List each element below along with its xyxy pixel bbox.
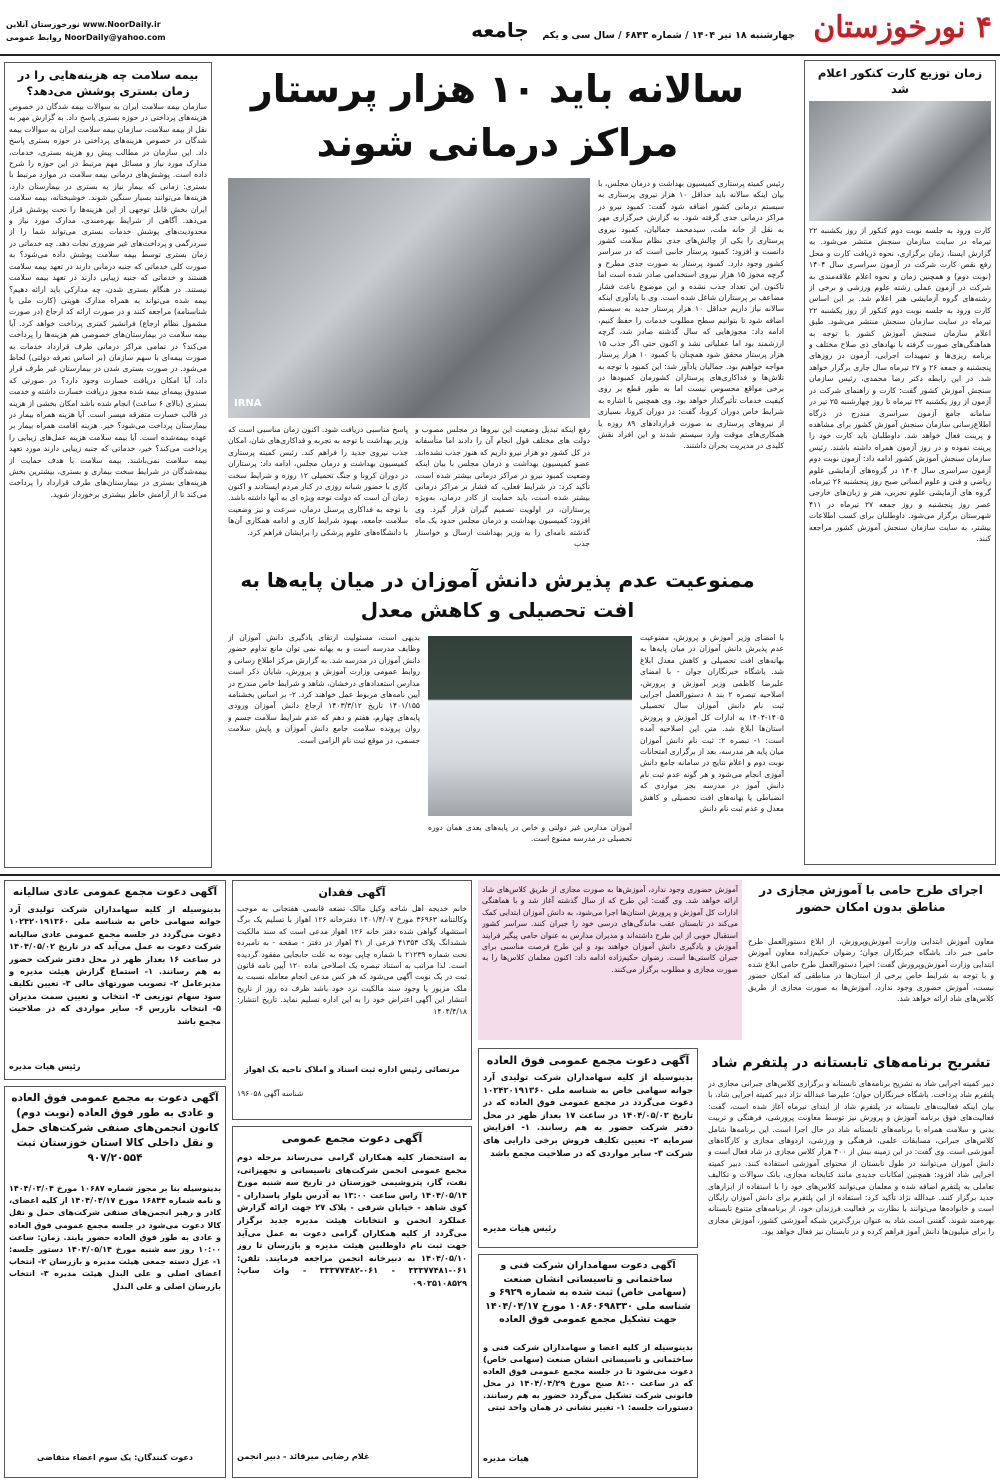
logo-text: نورخوزستان bbox=[813, 10, 966, 45]
ad-general-signature: غلام رضایی میرقائد - دبیر انجمن bbox=[237, 1451, 370, 1461]
masthead-logo bbox=[802, 6, 992, 50]
ad-union-signature: دعوت کنندگان: یک سوم اعضاء متقاضی bbox=[37, 1453, 193, 1462]
nurse-photo bbox=[228, 178, 590, 418]
ad-loss-title: آگهی فقدان bbox=[318, 886, 386, 899]
photo-credit: IRNA bbox=[234, 398, 262, 409]
exam-card-title: زمان توزیع کارت کنکور اعلام شد bbox=[817, 66, 983, 96]
ad-loss-number: شناسه آگهی ۱۹۶۰۵۸ bbox=[237, 1089, 304, 1098]
insurance-body: سازمان بیمه سلامت ایران به سوالات بیمه شدگان در خصوص هزینه‌های پرداختی در حوزه بستری پاسخ داد. به گزارش مهر به نقل از بیمه سلامت، سازمان بیمه سلامت ایران به سوالات بیمه شدگان در خصوص هزینه‌های پرداختی در حوزه بستری پاسخ داد. این سازمان در مطالب پیش رو هزینه بستری، خدمات، مدارک مورد نیاز و مسائل مهم مرتبط در این حوزه را شرح داده است. پوشش‌های درمانی بیمه سلامت در موارد مرتبط با بستری: زمانی که بیمار نیاز به بستری در بیمارستان دارد، هزینه‌ها می‌توانند بسیار سنگین شوند. خوشبختانه، بیمه سلامت ایران بخش قابل توجهی از این هزینه‌ها را تحت پوشش قرار می‌دهد. آگاهی از شرایط بهره‌مندی، مدارک مورد نیاز و محدودیت‌های پوشش خدمات بستری می‌تواند شما را از سردرگمی و پرداخت‌های غیر ضروری نجات دهد. چه خدماتی در زمان بستری توسط بیمه سلامت پوشش داده می‌شود؟ به صورت کلی خدماتی که جنبه درمانی دارند در تعهد بیمه سلامت هستند و خدماتی که جنبه زیبایی دارند در تعهد بیمه سلامت نیستند. در هنگام بستری شدن، چه مدارکی باید ارائه دهیم؟ بیمه شده می‌تواند به همراه مدارک هویتی (کارت ملی یا شناسنامه) مراجعه کنند و در صورت ارائه کد ارجاع (در صورت مشمول نظام ارجاع) فرانشیز کمتری پرداخت خواهد کرد. آیا بیمه سلامت در بیمارستان‌های خصوصی هم هزینه‌ها را پرداخت می‌کند؟ در تمامی مراکز درمانی طرف قرارداد خدمات به صورت بیمه‌ای با سهم سازمان (بر اساس تعرفه دولتی) لحاظ می‌شود. در صورت بستری شدن در بیمارستان غیر طرف قرار داد، آیا امکان دریافت خسارت وجود دارد؟ در صورتی که صندوق بیمه‌ای بیمه شده مجوز دریافت خسارت داشته و خدمت بستری (بالای ۶ ساعت) انجام شده باشد امکان بخشی از هزینه در قالب خسارت متفرقه میسر است. آیا هزینه همراه بیمار در بیمارستان پرداخت می‌شود؟ خیر. هزینه اقامت همراه بیمار بر عهده بیمه‌شده است. آیا بیمه سلامت هزینه عمل‌های زیبایی را پرداخت می‌کند؟ خیر، خدماتی که جنبه زیبایی دارند مورد تعهد بیمه سلامت نمی‌باشند. بیمه سلامت با هدف حمایت از بیمه‌شدگان در شرایط سخت بیماری و بستری، بیشترین بخش هزینه‌های بستری در بیمارستان‌های طرف قرارداد را پرداخت می‌کند تا از آرامش خاطر بیشتری برخوردار شوید. bbox=[9, 102, 207, 499]
section-title: جامعه bbox=[471, 18, 529, 42]
main-article-col1: رئیس کمیته پرستاری کمیسیون بهداشت و درمان مجلس، با بیان اینکه سالانه باید حداقل ۱۰ هزار نیروی پرستاری به سیستم درمانی کشور اضافه شود گفت: کمبود نیرو در مراکز درمانی جدی گرفته شود. به گزارش خبرگزاری مهر به نقل از خانه ملت، سیدمحمد جمالیان، کمبود نیروی پرستاری را یکی از چالش‌های جدی نظام سلامت کشور دانست و افزود: کمبود پرستار جانبی است که در سراسر کشور وجود دارد. کمبود پرستار به صورت جدی مطرح و گرچه مجوز ۱۵ هزار نیروی استخدامی صادر شده است اما تاکنون این تعداد جذب نشده و این موضوع باعث فشار مضاعف بر پرستاران شاغل شده است. وی با یادآوری اینکه سالانه نیاز داریم حداقل ۱۰ هزار پرستار جدید به سیستم اضافه شود تا بتوانیم سطح مطلوب خدمات را حفظ کنیم، ادامه داد: مجوزهایی که سال گذشته صادر شد، گرچه ارزشمند بود اما عملیاتی نشد و اکنون حتی اگر جذب ۱۵ هزار پرستار محقق شود همچنان با کمبود ۱۰ هزار پرستار مواجه خواهیم بود. جمالیان یادآور شد: این کمبود با توجه به تلاش‌ها و فداکاری‌های پرستاران کشورمان کمبودها در برخی مواقع محسوس نیست اما به طور قطع بر روی کیفیت خدمات تأثیرگذار خواهد بود. وی همچنین با اشاره به شرایط خاص دوران کرونا، گفت: در دوران کرونا، بسیاری از نیروهای پرستاری به صورت قراردادهای ۸۹ روزه یا همکاری‌های موقت وارد سیستم شدند و این افراد نقش کلیدی در مدیریت بحران داشتند. bbox=[598, 179, 784, 451]
exam-card-article bbox=[804, 60, 996, 865]
ad-special-1-title: آگهی دعوت مجمع عمومی فوق العاده bbox=[486, 1054, 690, 1067]
ad-loss-signature: مرتضائی رئیس اداره ثبت اسناد و املاک ناحیه یک اهواز bbox=[244, 1065, 460, 1074]
main-article-col3: پاسخ مناسبی دریافت شود. اکنون زمان مناسبی است که وزیر بهداشت با توجه به تجربه و فداکاری‌های شان، امکان جذب نیروی جدید را فراهم کند. رئیس کمیته پرستاری کمیسیون بهداشت و درمان مجلس، ادامه داد: پرستاران در دوران کرونا و جنگ تحمیلی ۱۲ روزه و شرایط سخت کاری با حضور شبانه روزی در کنار مردم ایستادند و اکنون زمان آن است که دولت توجه ویژه ای به آنها داشته باشد. با توجه به فداکاری پرسنل درمان، سرعت و نیز وضعیت سلامت جامعه، بهبود شرایط کاری و ادامه همکاری آن‌ها با دانشگاه‌های علوم پزشکی را برایشان فراهم کرد. bbox=[228, 425, 408, 537]
ad-general-meeting bbox=[232, 1126, 472, 1478]
ad-annual-meeting bbox=[4, 880, 226, 1080]
ad-special-2-signature: هیات مدیره bbox=[483, 1453, 529, 1463]
sec-headline-line2: افت تحصیلی و کاهش معدل bbox=[360, 598, 635, 622]
ad-special-1-signature: رئیس هیات مدیره bbox=[483, 1223, 557, 1233]
ad-special-2-title: آگهی دعوت سهامداران شرکت فنی و ساختمانی و تاسیساتی انشان صنعت (سهامی خاص) ثبت شده به شماره ۶۹۲۹ و شناسه ملی ۱۰۸۶۰۶۹۸۳۳۰ مورخ ۱۴۰۴/۰۴/۱۷ جهت تشکیل مجمع عمومی فوق العاده bbox=[485, 1260, 691, 1325]
ad-loss-body: خانم خدیجه اهل شاخه وکیل مالک تضعه قانسی هفتجانی به موجب وکالتنامه ۳۶۹۶۳ مورخ ۱۴۰۱/۴/۰۷ دفترخانه ۱۲۶ اهواز با تسلیم یک برگ استشهاد گواهی شده دفتر خانه ۱۲۶ اهواز مدعی است که سند مالکیت ششدانگ پلاک ۴۱۳۵۳ فرعی از ۴۱ اهواز در دفتر - صفحه - به نامبرده تحت شماره ۲۱۲۳۹ با شماره چاپی بوده به علت جابجایی مفقود گردیده است. لذا مراتب به استناد تبصره یک اصلاحی ماده ۱۲۰ آیین نامه قانون ثبت در یک نوبت آگهی می‌شود که هر کس مدعی انجام معامله نسبت به ملک مزبور یا وجود سند مالکیت نزد خود باشد ظرف ده روز از تاریخ انتشار این آگهی اعتراض خود را به این اداره تسلیم نماید. تاریخ انتشار: ۱۴۰۴/۴/۱۸ bbox=[237, 904, 467, 1016]
insurance-title: بیمه سلامت چه هزینه‌هایی را در زمان بستری پوشش می‌دهد؟ bbox=[17, 68, 199, 98]
section-divider bbox=[0, 874, 1000, 876]
plan-hami-continuation-body: آموزش حضوری وجود ندارد، آموزش‌ها به صورت مجازی از طریق کلاس‌های شاد ارائه خواهد شد. وی گفت: این طرح که از سال گذشته آغاز شد و با هماهنگی ادارات کل آموزش و پرورش استان‌ها اجرا می‌شود، به دانش آموزان ابتدایی کمک می‌کند در تابستان عقب ماندگی‌های درسی خود را جبران کنند. سراسر کشور استقبال خوبی از این طرح داشته‌اند و مدیران مدارس به عنوان حامی پیگیر فرایند آموزش و یادگیری دانش آموزان خواهند بود و این طرح فرصت مناسبی برای جبران کاستی‌ها است. رضوان حکیم‌زاده ادامه داد: اکنون معلمان کلاس‌ها را به صورت مجازی و مطلوب برگزار می‌کنند. bbox=[482, 885, 738, 974]
page-number: ۴ bbox=[975, 10, 992, 45]
ad-union-meeting bbox=[4, 1086, 226, 1478]
website-line: www.NoorDaily.ir نورخوزستان آنلاین bbox=[6, 20, 161, 29]
sec-headline-line1: ممنوعیت عدم پذیرش دانش آموزان در میان پایه‌ها به bbox=[240, 568, 755, 592]
plan-hami-article bbox=[746, 880, 996, 1040]
exam-card-photo bbox=[809, 101, 991, 221]
sec-article-col1: با امضای وزیر آموزش و پرورش، ممنوعیت عدم پذیرش دانش آموزان در میان پایه‌ها به بهانه‌های افت تحصیلی و کاهش معدل ابلاغ شد. باشگاه خبرنگاران جوان - با امضای علیرضا کاظمی وزیر آموزش و پرورش، اصلاحیه تبصره ۲ بند ۸ دستورالعمل اجرایی ثبت نام دانش آموزان سال تحصیلی ۱۴۰۵-۱۴۰۴ به ادارات کل آموزش و پرورش استان‌ها ابلاغ شد. متن این اصلاحیه آمده است: ۱- تبصره ۲: ثبت نام دانش آموزان میان پایه هر مدرسه، بعد از برگزاری امتحانات نوبت دوم و اعلام نتایج در سامانه جامع دانش آموزی انجام می‌شود و هر گونه عدم ثبت نام دانش آموز در مدرسه بجز مواردی که انضباطی یا بهانه‌های افت تحصیلی و کاهش معدل و عدم ثبت نام دانش bbox=[640, 633, 784, 814]
ad-loss bbox=[232, 880, 472, 1120]
students-photo bbox=[428, 636, 632, 816]
shad-summer-title: تشریح برنامه‌های تابستانه در پلتفرم شاد bbox=[711, 1055, 991, 1071]
page-header bbox=[0, 0, 1000, 56]
insurance-article bbox=[4, 62, 212, 868]
ad-general-title: آگهی دعوت مجمع عمومی bbox=[281, 1132, 423, 1145]
ad-annual-title: آگهی دعوت مجمع عمومی عادی سالیانه bbox=[12, 886, 218, 898]
ad-general-body: به استحضار کلیه همکاران گرامی می‌رساند مرحله دوم مجمع عمومی انجمن شرکت‌های تاسیساتی و تجهیزاتی، نفت، گاز، پتروشیمی خوزستان در تاریخ سه شنبه مورخ ۱۴۰۴/۰۵/۱۴ راس ساعت ۱۳:۰۰ به آدرس بلوار پاسداران - کوی شاهد - خیابان شرقی - پلاک ۲۷ جهت ارائه گزارش عملکرد انجمن و انتخابات هیئت مدیره جدید برگزار می‌گردد از کلیه همکاران گرامی دعوت به عمل می‌آید جهت ثبت نام داوطلبین هیئت مدیره و بازرسان تا روز ۱۴۰۴/۰۵/۱۰ به دبیرخانه انجمن مراجعه فرمایند. تلفن: ۰۶۱-۳۳۳۷۷۴۸۱ - ۰۶۱-۳۳۳۷۷۴۸۲ - وات ساپ: ۰۹۰۳۵۱۰۸۵۲۹ bbox=[237, 1152, 467, 1288]
exam-card-body: کارت ورود به جلسه نوبت دوم کنکور از روز یکشنبه ۲۲ تیرماه در سایت سازمان سنجش منتشر می‌شود. به گزارش ایسنا، زمان برگزاری، نحوه دریافت کارت و محل رفع نقص کارت شرکت در آزمون سراسری سال ۱۴۰۴ (نوبت دوم) و همچنین زمان و نحوه اعلام علاقه‌مندی به شرکت در آزمون عملی رشته علوم ورزشی و برخی از رشته‌های گروه آزمایشی هنر اعلام شد. بر این اساس کارت ورود به جلسه نوبت دوم کنکور از روز یکشنبه ۲۲ تیرماه در سایت سازمان سنجش منتشر می‌شود. طبق اعلام سازمان سنجش آموزش کشور با توجه به هماهنگی‌های صورت گرفته با نهادهای ذی صلاح مختلف و برنامه ریزی‌ها و تمهیدات اجرایی، آزمون در روزهای پنجشنبه و جمعه ۲۶ و ۲۷ تیرماه سال جاری برگزار خواهد شد. در این رابطه دکتر رضا محمدی، رئیس سازمان سنجش آموزش کشور گفت: کارت و راهنمای شرکت در آزمون از روز یکشنبه ۲۲ تیرماه تا روز چهارشنبه ۲۵ تیر در سامانه جامع آزمون سراسری مندرج در درگاه اطلاع‌رسانی سازمان سنجش آموزش کشور برای مشاهده و پرینت فعال خواهد شد. داوطلبان باید کارت خود را پرینت نموده و در روز آزمون همراه داشته باشند. رئیس سازمان سنجش آموزش کشور ادامه داد: آزمون نوبت دوم آزمون سراسری سال ۱۴۰۴ در گروه‌های آزمایشی علوم ریاضی و فنی و علوم انسانی صبح روز پنجشنبه ۲۶ تیرماه، گروه های آزمایشی علوم تجربی، هنر و زبان‌های خارجی عصر روز پنجشنبه و روز جمعه ۲۷ تیرماه در ۴۱۱ شهرستان برگزار می‌شود. داوطلبان برای کسب اطلاعات بیشتر، به سایت سازمان سنجش آموزش کشور مراجعه کنند. bbox=[809, 226, 991, 543]
main-headline-line1: سالانه باید ۱۰ هزار پرستار bbox=[250, 67, 745, 111]
ad-special-meeting-2 bbox=[478, 1254, 698, 1478]
plan-hami-title: اجرای طرح حامی با آموزش مجازی در مناطق بدون امکان حضور bbox=[759, 883, 983, 914]
ad-union-title: آگهی دعوت به مجمع عمومی فوق العاده و عادی به طور فوق العاده (نوبت دوم) کانون انجمن‌های صنفی شرکت‌های حمل و نقل داخلی کالا استان خوزستان ثبت ۹۰۷/۲۰۵۵۴ bbox=[10, 1092, 220, 1164]
plan-hami-body: معاون آموزش ابتدایی وزارت آموزش‌وپرورش، از ابلاغ دستورالعمل طرح حامی خبر داد. باشگاه خبرنگاران جوان؛ رضوان حکیم‌زاده معاون آموزش ابتدایی وزارت آموزش‌وپرورش گفت: اخیرا دستورالعمل طرح حامی ابلاغ شده و با توجه به شرایط خاص برخی از استان‌ها در مناطقی که امکان حضور نیست، آموزش حضوری وجود ندارد، آموزش‌ها به صورت مجازی از طریق کلاس‌های شاد ارائه خواهد شد. bbox=[748, 937, 994, 1004]
ad-special-meeting-1 bbox=[478, 1048, 698, 1248]
plan-hami-continuation bbox=[478, 880, 742, 1040]
shad-summer-article bbox=[706, 1050, 996, 1478]
email-line: NoorDaily@yahoo.com روابط عمومی bbox=[6, 33, 166, 42]
ad-special-1-body: بدینوسیله از کلیه سهامداران شرکت تولیدی آرد جوانه سهامی خاص به شناسه ملی ۱۰۲۴۲۰۱۹۱۳۶۰ دعوت می‌گردد در مجمع عمومی فوق العاده که در تاریخ ۱۴۰۴/۰۵/۰۲ در ساعت ۱۷ بعداز ظهر در محل دفتر شرکت حضور به هم رسانند. ۱- افزایش سرمایه ۲- تعیین تکلیف فروش برخی دارایی های شرکت ۳- سایر مواردی که در صلاحیت مجمع باشد bbox=[483, 1072, 693, 1158]
shad-summer-body: دبیر کمیته اجرایی شاد به تشریح برنامه‌های تابستانه و برگزاری کلاس‌های جبرانی مجازی در پلتفرم شاد پرداخت. باشگاه خبرنگاران جوان؛ علیرضا عبدالله نژاد دبیر کمیته اجرایی شاد، با بیان اینکه فعالیت‌های تابستانه در پلتفرم شاد از ابتدای تیرماه آغاز شده است، گفت: فعالیت‌های فوق برنامه آموزش و پرورش نیز توسط معاونت پرورشی، فرهنگی و تربیت بدنی و سلامت همراه با برنامه‌های تابستانه شاد در حال اجرا است. این برنامه‌ها شامل کلاس‌های جبرانی، مسابقات علمی، فرهنگی و ورزشی، اردوهای مجازی و کارگاه‌های آموزشی است. وی گفت: در این زمینه بیش از ۴۰۰ هزار کلاس مجازی در شاد فعال است و دانش آموزان می‌توانند در طول تابستان از محتوای آموزشی استفاده کنند. دبیر کمیته اجرایی شاد افزود: همچنین امکانات جدیدی مانند کتابخانه مجازی، بانک سوالات و تکالیف تعاملی به پلتفرم اضافه شده و معلمان می‌توانند کلاس‌های خود را با استفاده از ابزارهای جدید برگزار کنند. عبدالله نژاد تأکید کرد: استفاده از این پلتفرم برای دانش آموزان رایگان است و خانواده‌ها می‌توانند با نظارت بر فعالیت فرزندان خود، از برنامه‌های متنوع تابستانه بهره‌مند شوند. گفتنی است شاد به عنوان بزرگ‌ترین شبکه آموزشی کشور، آموزش مجازی را برای میلیون‌ها دانش آموز فراهم کرده و در تابستان نیز فعال خواهد بود. bbox=[708, 1079, 994, 1237]
main-article-col2: رفع اینکه تبدیل وضعیت این نیروها در مجلس مصوب و دولت های مختلف قول انجام آن را دادند اما متأسفانه در کل کشور دو هزار نیرو داریم که هنوز جذب نشده‌اند. عضو کمیسیون بهداشت و درمان مجلس با بیان اینکه وضعیت کمبود نیرو در مراکز درمانی بیشتر شده است، تأکید کرد: در شرایط فعلی، که فشار بر مراکز درمانی بیشتر شده است، باید حمایت از کادر درمان، به‌ویژه پرستاران، در اولویت تصمیم گیران قرار گیرد. وی افزود: کمیسیون بهداشت و درمان مجلس حدود یک ماه گذشته نامه‌ای را به وزیر بهداشت ارسال و خواستار جذب bbox=[415, 425, 590, 549]
main-headline-line2: مراکز درمانی شوند bbox=[316, 121, 679, 165]
sec-article-col2: بدیهی است، مسئولیت ارتقای یادگیری دانش آموزان از وظایف مدرسه است و به بهانه نمی توان مانع تداوم حضور دانش آموزان در مدرسه شد. به گزارش مرکز اطلاع رسانی و روابط عمومی وزارت آموزش و پرورش، شایان ذکر است مدارس استعدادهای درخشان، شاهد و شرایط خاص مندرج در آیین نامه‌های مربوط عمل خواهند کرد. ۲- بر اساس بخشنامه ۱۴۰۱/۱۵۵ تاریخ ۱۴۰۳/۳/۱۲ ارجاع دانش آموزان ورودی پایه‌های چهارم، هفتم و دهم که عدم شرایط سلامت جسم و روان پرونده سلامت جامع دانش آموزان و پایش سلامت جسمی، در موقع ثبت نام الزامی است. bbox=[228, 633, 420, 745]
ad-annual-body: بدینوسیله از کلیه سهامداران شرکت تولیدی آرد جوانه سهامی خاص به شناسه ملی ۱۰۲۴۲۰۱۹۱۳۶۰ دعوت می‌گردد در جلسه مجمع عمومی عادی سالیانه شرکت دعوت به عمل می‌آید که در تاریخ ۱۴۰۴/۰۵/۰۲ در ساعت ۱۶ بعداز ظهر در محل دفتر شرکت حضور به هم رسانند. ۱- استماع گزارش هیئت مدیره و مدیرعامل ۲- تصویب صورتهای مالی ۳- تعیین تکلیف سود سهام توزیعی ۴- انتخاب و تعیین سمت مدیران ۵- انتخاب بازرس ۶- سایر مواردی که در صلاحیت مجمع باشد bbox=[9, 904, 221, 1026]
students-photo-caption: آموزان مدارس غیر دولتی و خاص در پایه‌های بعدی همان دوره تحصیلی در مدرسه ممنوع است. bbox=[428, 823, 632, 844]
date-line: چهارشنبه ۱۸ تیر ۱۴۰۴ / شماره ۶۸۴۳ / سال سی و یکم bbox=[542, 30, 795, 41]
ad-union-body: بدینوسیله بنا بر مجوز شماره ۱۰۶۸۷ مورخ ۱۴۰۴/۰۳/۰۴ و نامه شماره ۱۶۸۴۴ مورخ ۱۴۰۴/۰۴/۱۷ از کلیه اعضای، کادر و رهبر انجمن‌های صنفی شرکت‌های حمل و نقل کالا دعوت می‌شود در جلسه مجمع عمومی فوق العاده و عادی به طور فوق العاده حضور یابند. زمان: ساعت ۱۰:۰۰ روز سه شنبه مورخ ۱۴۰۴/۰۵/۱۴ دستور جلسه: ۱- عزل دسته جمعی هیئت مدیره و بازرسان ۲- انتخاب اعضای اصلی و علی البدل هیئت مدیره ۳- انتخاب بازرسان اصلی و علی البدل bbox=[9, 1184, 221, 1291]
ad-special-2-body: بدینوسیله از کلیه اعضا و سهامداران شرکت فنی و ساختمانی و تاسیساتی انشان صنعت (سهامی خاص) دعوت می‌شود تا در جلسه مجمع عمومی فوق العاده که در ساعت ۸:۰۰ صبح مورخ ۱۴۰۴/۰۴/۲۹ در محل قانونی شرکت تشکیل می‌گردد حضور به هم رسانند. دستورات جلسه: ۱- تغییر نشانی در همان واحد ثبتی bbox=[483, 1342, 693, 1412]
ad-annual-signature: رئیس هیات مدیره bbox=[9, 1061, 81, 1071]
